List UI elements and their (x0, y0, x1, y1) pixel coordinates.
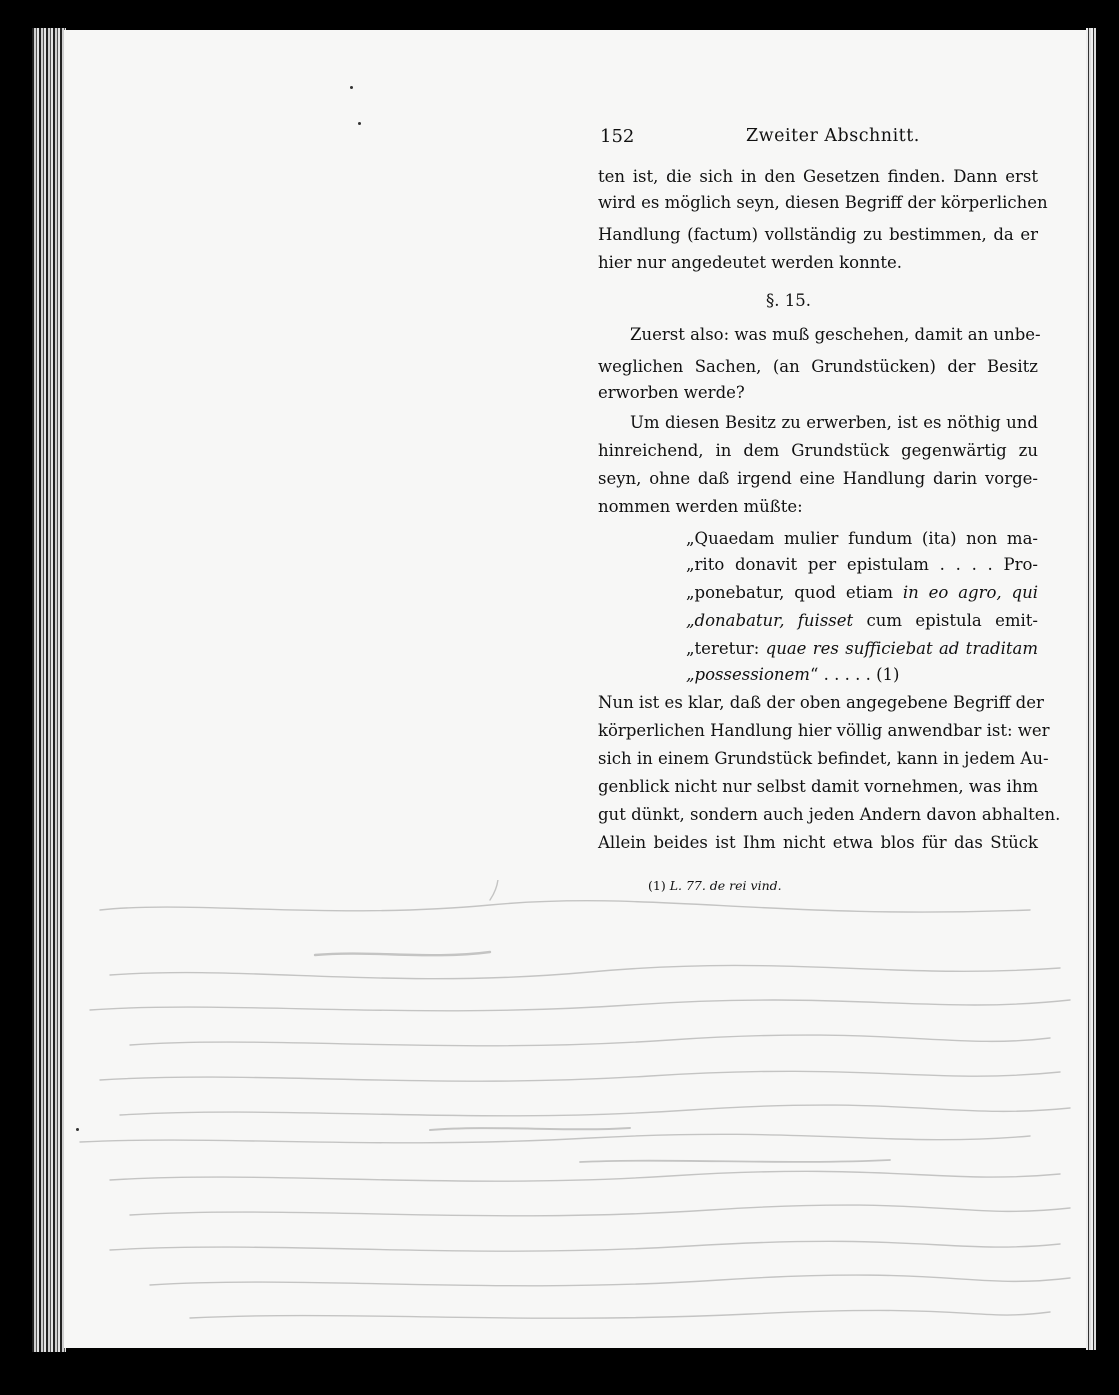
text-line: seyn, ohne daß irgend eine Handlung darin vorge- (598, 469, 1038, 488)
text-line: körperlichen Handlung hier völlig anwendbar ist: wer (598, 721, 1050, 740)
text-line: Um diesen Besitz zu erwerben, ist es nöthig und (630, 413, 1038, 432)
ink-speck (358, 122, 361, 125)
text-line: sich in einem Grundstück befindet, kann in jedem Au- (598, 749, 1049, 768)
footnote-reference: L. 77. de rei vind. (669, 878, 782, 893)
section-heading: §. 15. (766, 291, 811, 310)
latin-quote-line (686, 636, 1038, 662)
text-line: weglichen Sachen, (an Grundstücken) der Besitz (598, 357, 1038, 376)
latin-quote-line: „Quaedam mulier fundum (ita) non ma- (686, 529, 1038, 548)
quote-fragment-italic: „possessionem (686, 665, 810, 684)
faded-handwritten-notes (70, 880, 1080, 1340)
quote-fragment-italic: quae res sufficiebat ad traditam (765, 639, 1038, 658)
footnote-marker: (1) (648, 878, 666, 893)
text-line: nommen werden müßte: (598, 497, 803, 516)
footnote (648, 878, 782, 893)
text-line: hier nur angedeutet werden konnte. (598, 253, 903, 272)
quote-fragment-italic: „donabatur, fuisset (686, 611, 854, 630)
running-head: Zweiter Abschnitt. (746, 126, 920, 146)
page-stack-right-edge (1086, 28, 1096, 1350)
text-line: Allein beides ist Ihm nicht etwa blos für das Stück (598, 833, 1038, 852)
text-line: Nun ist es klar, daß der oben angegebene Begriff der (598, 693, 1044, 712)
text-line: gut dünkt, sondern auch jeden Andern davon abhalten. (598, 805, 1061, 824)
quote-fragment: cum epistula emit- (866, 611, 1038, 630)
quote-fragment: „ponebatur, quod etiam (686, 583, 893, 602)
text-line: erworben werde? (598, 383, 745, 402)
ink-speck (350, 86, 353, 89)
text-line: ten ist, die sich in den Gesetzen finden. Dann erst (598, 167, 1038, 186)
latin-quote-line (686, 608, 1038, 634)
text-line: wird es möglich seyn, diesen Begriff der körperlichen (598, 193, 1048, 212)
quote-fragment: „teretur: (686, 639, 760, 658)
text-line: genblick nicht nur selbst damit vornehmen, was ihm (598, 777, 1039, 796)
latin-quote-line: „rito donavit per epistulam . . . . Pro- (686, 555, 1038, 574)
latin-quote-line (686, 662, 1038, 688)
text-line: Zuerst also: was muß geschehen, damit an unbe- (630, 325, 1041, 344)
text-line: hinreichend, in dem Grundstück gegenwärtig zu (598, 441, 1038, 460)
page-number: 152 (600, 126, 635, 147)
quote-fragment: “ . . . . . (1) (809, 665, 900, 684)
latin-quote-line (686, 580, 1038, 606)
text-line: Handlung (factum) vollständig zu bestimmen, da er (598, 225, 1038, 244)
page-header (598, 126, 1038, 150)
page-stack-left-edge (32, 28, 66, 1352)
quote-fragment-italic: in eo agro, qui (902, 583, 1038, 602)
